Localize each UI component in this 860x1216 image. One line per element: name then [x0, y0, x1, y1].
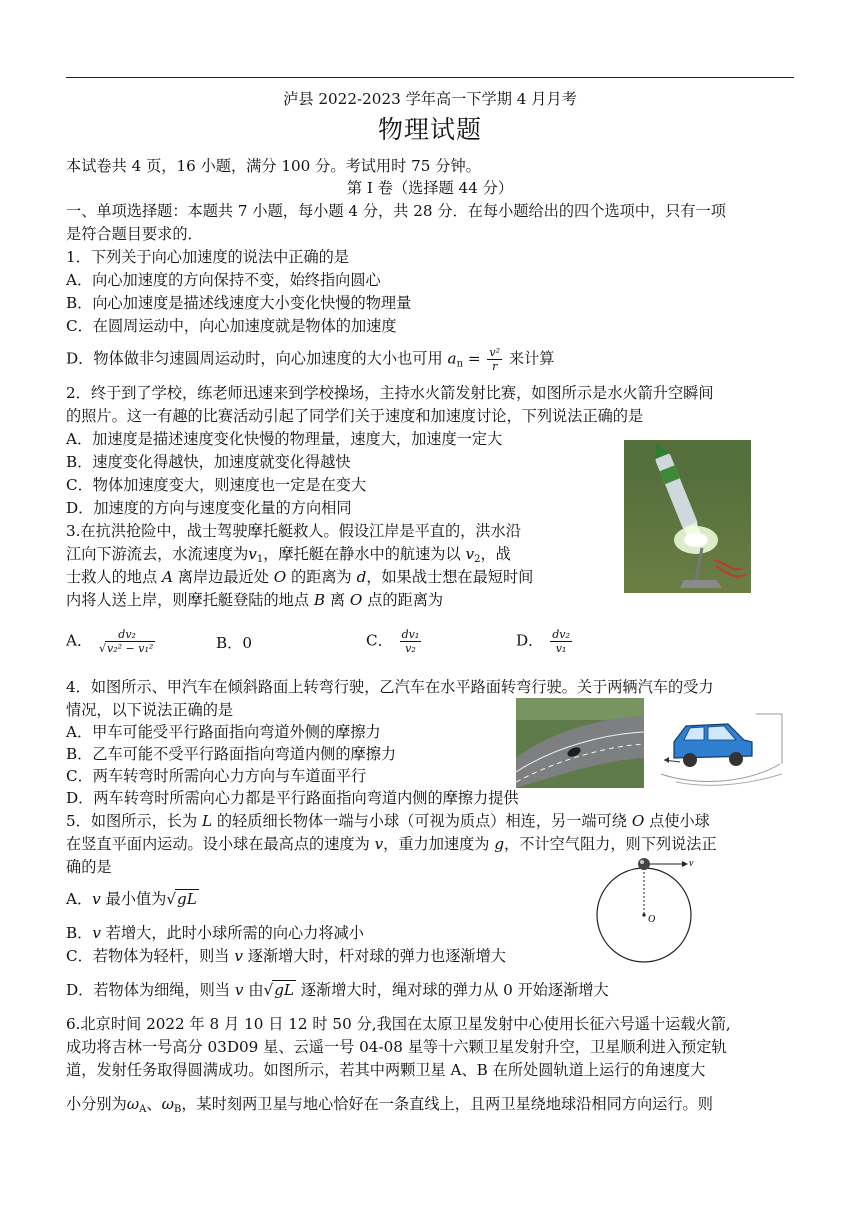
q6-line3: 道，发射任务取得圆满成功。如图所示，若其中两颗卫星 A、B 在所处圆轨道上运行的角速度大 [66, 1061, 706, 1079]
page-title: 物理试题 [377, 115, 482, 144]
q4-option-b: B．乙车可能不受平行路面指向弯道内侧的摩擦力 [66, 745, 397, 763]
car-turning-illustration [656, 704, 784, 788]
q3-option-b: B．0 [216, 634, 253, 652]
q5-option-c: C．若物体为轻杆，则当 v 逐渐增大时，杆对球的弹力也逐渐增大 [66, 947, 506, 965]
q1-option-a: A．向心加速度的方向保持不变，始终指向圆心 [66, 271, 381, 289]
q2-option-a: A．加速度是描述速度变化快慢的物理量，速度大，加速度一定大 [66, 430, 503, 448]
section-heading: 第 I 卷（选择题 44 分） [346, 179, 514, 197]
part-intro-line2: 是符合题目要求的． [66, 225, 203, 243]
q5-stem-line3: 确的是 [66, 858, 112, 876]
q1-option-d: D．物体做非匀速圆周运动时，向心加速度的大小也可用 $a_n$ = $\frac{\text{v²}}{r}$ 来计算 [66, 346, 555, 373]
q2-option-b: B．速度变化得越快，加速度就变化得越快 [66, 453, 351, 471]
q3-option-c: C． $\frac{\text{dv₁}}{\text{v₂}}$ [366, 628, 420, 655]
banked-road-photo [516, 698, 644, 788]
q6-line1: 6.北京时间 2022 年 8 月 10 日 12 时 50 分,我国在太原卫星发射中心使用长征六号遥十运载火箭, [66, 1015, 731, 1033]
q5-stem-line2: 在竖直平面内运动。设小球在最高点的速度为 v，重力加速度为 g，不计空气阻力，则下列说法正 [66, 835, 717, 853]
q1-option-b: B．向心加速度是描述线速度大小变化快慢的物理量 [66, 294, 412, 312]
part-intro-line1: 一、单项选择题：本题共 7 小题，每小题 4 分，共 28 分．在每小题给出的四个选项中，只有一项 [66, 202, 726, 220]
q4-option-d: D．两车转弯时所需向心力都是平行路面指向弯道内侧的摩擦力提供 [66, 789, 519, 807]
q5-option-d: D．若物体为细绳，则当 v 由√gL 逐渐增大时，绳对球的弹力从 0 开始逐渐增大 [66, 981, 609, 999]
q2-option-c: C．物体加速度变大，则速度也一定是在变大 [66, 476, 367, 494]
q1-stem: 1．下列关于向心加速度的说法中正确的是 [66, 248, 350, 266]
q4-stem-line1: 4．如图所示、甲汽车在倾斜路面上转弯行驶，乙汽车在水平路面转弯行驶。关于两辆汽车的受力 [66, 678, 714, 696]
q2-stem-line1: 2．终于到了学校，练老师迅速来到学校操场，主持水火箭发射比赛，如图所示是水火箭升空瞬间 [66, 384, 714, 402]
q1-option-c: C．在圆周运动中，向心加速度就是物体的加速度 [66, 317, 397, 335]
fig-velocity-label: v [689, 858, 694, 869]
q5-option-a: A．v 最小值为√gL [66, 890, 197, 908]
header-rule [66, 77, 794, 78]
q4-option-c: C．两车转弯时所需向心力方向与车道面平行 [66, 767, 367, 785]
q3-line1: 3.在抗洪抢险中，战士驾驶摩托艇救人。假设江岸是平直的，洪水沿 [66, 522, 521, 540]
q2-stem-line2: 的照片。这一有趣的比赛活动引起了同学们关于速度和加速度讨论，下列说法正确的是 [66, 407, 644, 425]
q1-formula-fraction: $\frac{\text{v²}}{r}$ [489, 346, 501, 373]
q4-stem-line2: 情况，以下说法正确的是 [66, 701, 234, 719]
q5-stem-line1: 5．如图所示，长为 L 的轻质细长物体一端与小球（可视为质点）相连，另一端可绕 O 点使小球 [66, 812, 710, 830]
q3-option-d: D． $\frac{\text{dv₂}}{\text{v₁}}$ [516, 628, 570, 655]
water-rocket-photo [624, 440, 751, 593]
q6-line4: 小分别为$\omega_A$、$\omega_B$，某时刻两卫星与地心恰好在一条直线上，且两卫星绕地球沿相同方向运行。则 [66, 1095, 713, 1115]
q5-option-b: B．v 若增大，此时小球所需的向心力将减小 [66, 924, 364, 942]
q6-line2: 成功将吉林一号高分 03D09 星、云遥一号 04-08 星等十六颗卫星发射升空，卫星顺利进入预定轨 [66, 1038, 727, 1056]
q3-line3: 士救人的地点 A 离岸边最近处 O 的距离为 d，如果战士想在最短时间 [66, 568, 534, 586]
exam-info: 本试卷共 4 页，16 小题，满分 100 分。考试用时 75 分钟。 [66, 157, 481, 175]
q3-option-a: A． $\frac{\text{dv₂}}{\text{√v₂² − v₁²}}$ [66, 628, 154, 655]
q3-line4: 内将人送上岸，则摩托艇登陆的地点 B 离 O 点的距离为 [66, 591, 444, 609]
fig-center-label: O [648, 914, 656, 925]
q4-option-a: A．甲车可能受平行路面指向弯道外侧的摩擦力 [66, 723, 381, 741]
exam-subtitle: 泸县 2022-2023 学年高一下学期 4 月月考 [283, 90, 577, 108]
q3-line2: 江向下游流去，水流速度为$v_1$，摩托艇在静水中的航速为以 $v_2$，战 [66, 545, 511, 565]
vertical-circle-diagram [594, 852, 698, 970]
q2-option-d: D．加速度的方向与速度变化量的方向相同 [66, 499, 352, 517]
